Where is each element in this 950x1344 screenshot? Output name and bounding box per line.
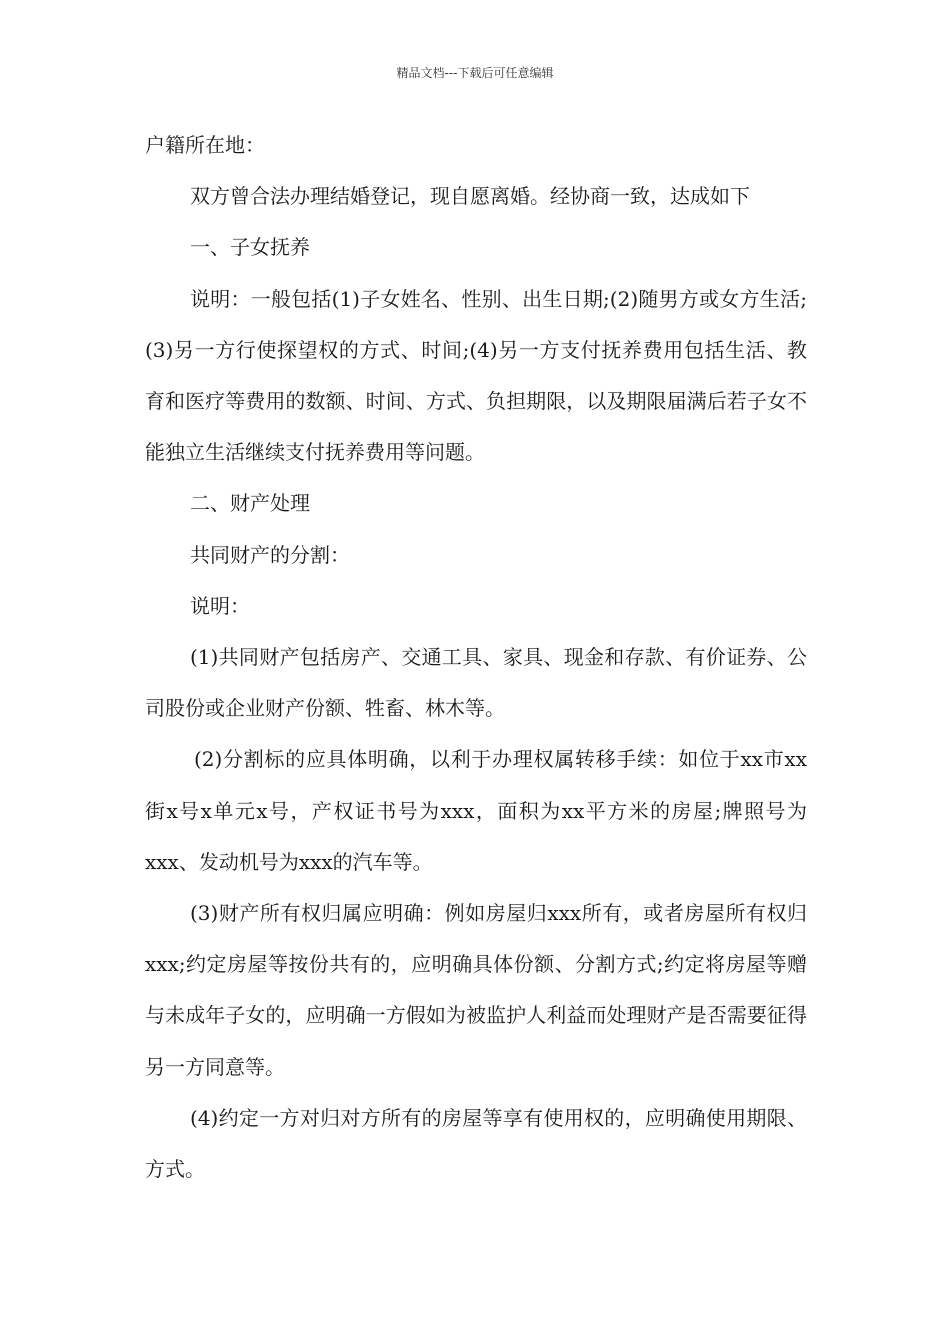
paragraph-child-custody-notes: 说明：一般包括(1)子女姓名、性别、出生日期;(2)随男方或女方生活;(3)另一方行使探望权的方式、时间;(4)另一方支付抚养费用包括生活、教育和医疗等费用的数额、时间、方式、负担期限，以及期限届满后若子女不能独立生活继续支付抚养费用等问题。 [145, 286, 807, 465]
section-heading-property: 二、财产处理 [190, 491, 310, 516]
paragraph-item-1: (1)共同财产包括房产、交通工具、家具、现金和存款、有价证券、公司股份或企业财产份额、牲畜、林木等。 [145, 645, 807, 721]
paragraph-item-4: (4)约定一方对归对方所有的房屋等享有使用权的，应明确使用期限、方式。 [145, 1105, 807, 1182]
section-heading-child-custody: 一、子女抚养 [190, 235, 310, 260]
subheading-property-division: 共同财产的分割： [190, 542, 350, 567]
paragraph-household-registration: 户籍所在地： [145, 133, 265, 157]
page-header: 精品文档---下载后可任意编辑 [396, 66, 554, 80]
paragraph-divorce-agreement: 双方曾合法办理结婚登记，现自愿离婚。经协商一致，达成如下 [190, 184, 750, 209]
paragraph-item-2: (2)分割标的应具体明确，以利于办理权属转移手续：如位于xx市xx街x号x单元x号，产权证书号为xxx，面积为xx平方米的房屋;牌照号为xxx、发动机号为xxx的汽车等。 [145, 747, 807, 874]
document-body [145, 120, 807, 1195]
label-notes: 说明： [190, 593, 250, 618]
paragraph-item-3: (3)财产所有权归属应明确：例如房屋归xxx所有，或者房屋所有权归xxx;约定房屋等按份共有的，应明确具体份额、分割方式;约定将房屋等赠与未成年子女的，应明确一方假如为被监护人利益而处理财产是否需要征得另一方同意等。 [145, 901, 807, 1079]
